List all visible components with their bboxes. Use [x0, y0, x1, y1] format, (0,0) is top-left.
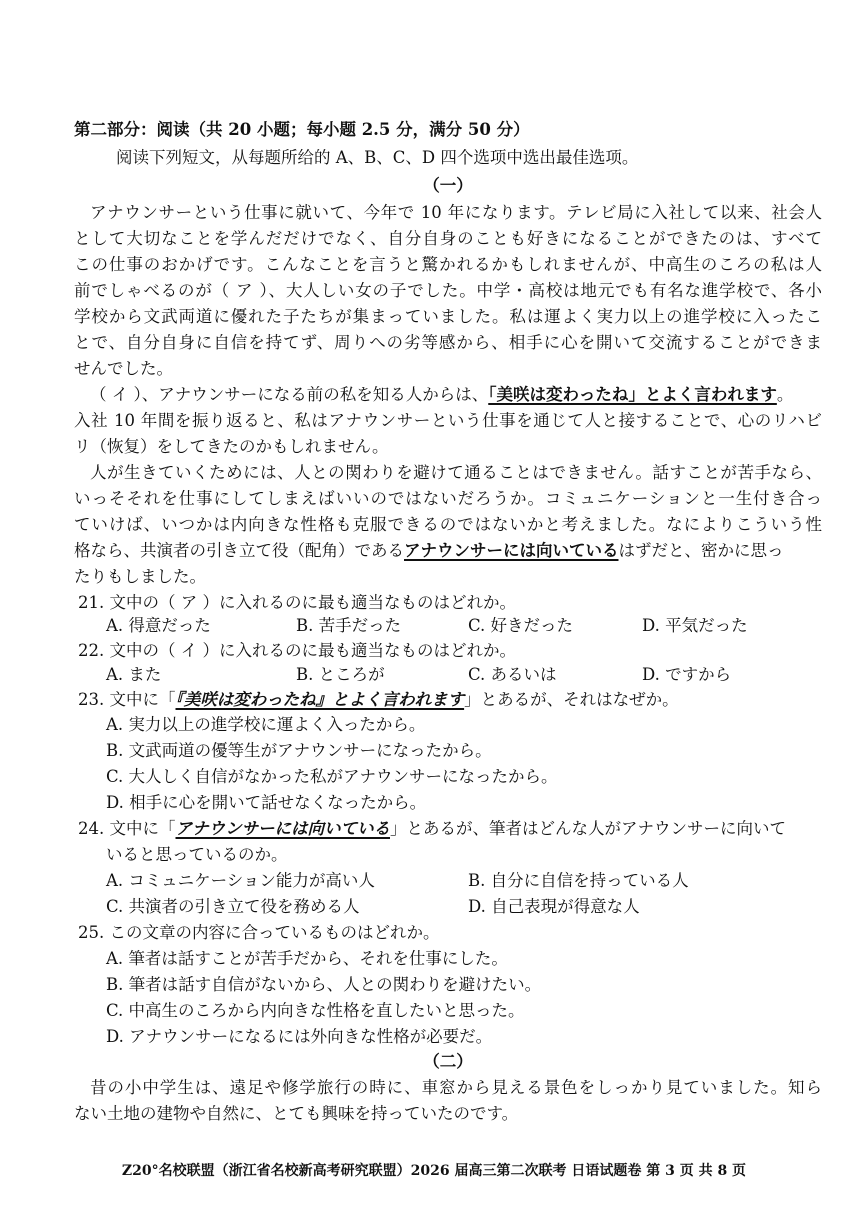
- passage1-p1-line: として大切なことを学んだだけでなく、自分自身のことも好きになることができたのは、すべて: [74, 229, 822, 248]
- q24-option-b: B. 自分に自信を持っている人: [468, 871, 689, 890]
- page-footer: Z20°名校联盟（浙江省名校新高考研究联盟）2026 届高三第二次联考 日语试题卷 第 3 页 共 8 页: [121, 1163, 747, 1179]
- q23-option-b: B. 文武両道の優等生がアナウンサーになったから。: [106, 741, 492, 760]
- section-instruction: 阅读下列短文，从每题所给的 A、B、C、D 四个选项中选出最佳选项。: [116, 148, 639, 167]
- p3-text-end: はずだと、密かに思っ: [618, 541, 784, 560]
- q24-phrase-underlined: アナウンサーには向いている: [175, 819, 390, 838]
- section-header: 第二部分：阅读（共 20 小题；每小题 2.5 分，满分 50 分）: [74, 120, 530, 139]
- q25-option-b: B. 筆者は話す自信がないから、人との関わりを避けたい。: [106, 975, 542, 994]
- p2-text: （ イ ）、アナウンサーになる前の私を知る人からは、: [90, 385, 489, 404]
- passage1-p1-line: 前でしゃべるのが（ ア ）、大人しい女の子でした。中学・高校は地元でも有名な進学校で、各小: [74, 281, 822, 300]
- q23-stem-post: 」とあるが、それはなぜか。: [464, 690, 679, 709]
- q22-option-c: C. あるいは: [468, 665, 557, 684]
- q24-option-a: A. コミュニケーション能力が高い人: [106, 871, 375, 890]
- question-21-stem: 21. 文中の（ ア ）に入れるのに最も適当なものはどれか。: [78, 593, 516, 612]
- question-25-stem: 25. この文章の内容に合っているものはどれか。: [78, 923, 440, 942]
- passage1-p2-line: リ（恢复）をしてきたのかもしれません。: [74, 437, 389, 456]
- passage1-p1-line: せんでした。: [74, 359, 173, 378]
- passage1-p1-line: アナウンサーという仕事に就いて、今年で 10 年になります。テレビ局に入社して以来、社会人: [90, 203, 822, 222]
- p2-text-end: 。: [776, 385, 794, 404]
- q21-option-d: D. 平気だった: [642, 616, 748, 635]
- q22-option-d: D. ですから: [642, 665, 732, 684]
- passage2-line: ない土地の建物や自然に、とても興味を持っていたのです。: [74, 1104, 519, 1123]
- q25-option-c: C. 中高生のころから内向きな性格を直したいと思った。: [106, 1001, 525, 1020]
- q23-option-c: C. 大人しく自信がなかった私がアナウンサーになったから。: [106, 767, 558, 786]
- q24-stem-line2: いると思っているのか。: [106, 845, 288, 864]
- q24-option-c: C. 共演者の引き立て役を務める人: [106, 897, 360, 916]
- q22-option-b: B. ところが: [296, 665, 385, 684]
- passage1-p3-line: たりもしました。: [74, 567, 206, 586]
- q21-option-c: C. 好きだった: [468, 616, 574, 635]
- p3-text: 格なら、共演者の引き立て役（配角）である: [74, 541, 404, 560]
- passage1-p3-line: いっそそれを仕事にしてしまえばいいのではないだろうか。コミュニケーションと一生付き合っ: [74, 489, 822, 508]
- passage1-p3-line: 人が生きていくためには、人との関わりを避けて通ることはできません。話すことが苦手なら、: [90, 463, 822, 482]
- question-22-stem: 22. 文中の（ イ ）に入れるのに最も適当なものはどれか。: [78, 641, 516, 660]
- q24-stem-pre: 24. 文中に「: [78, 819, 176, 838]
- quote-underlined: 「美咲は変わったね」とよく言われます: [488, 385, 777, 404]
- phrase-underlined: アナウンサーには向いている: [404, 541, 619, 560]
- q21-option-b: B. 苦手だった: [296, 616, 402, 635]
- question-24-stem: [78, 819, 826, 839]
- q23-quote-underlined: 『美咲は変わったね』とよく言われます: [175, 690, 465, 709]
- question-23-stem: [78, 690, 826, 710]
- passage2-line: 昔の小中学生は、遠足や修学旅行の時に、車窓から見える景色をしっかり見ていました。知ら: [90, 1078, 822, 1097]
- q25-option-d: D. アナウンサーになるには外向きな性格が必要だ。: [106, 1027, 493, 1046]
- passage2-label: （二）: [423, 1052, 473, 1071]
- passage1-p3-line: ていけば、いつかは内向きな性格も克服できるのではないかと考えました。なによりこういう性: [74, 515, 822, 534]
- q24-stem-post: 」とあるが、筆者はどんな人がアナウンサーに向いて: [390, 819, 786, 838]
- q21-option-a: A. 得意だった: [106, 616, 211, 635]
- passage1-p1-line: とで、自分自身に自信を持てず、周りへの劣等感から、相手に心を開いて交流することができま: [74, 333, 822, 352]
- passage1-p2-line1: [90, 385, 822, 405]
- passage1-p1-line: この仕事のおかげです。こんなことを言うと驚かれるかもしれませんが、中高生のころの私は人: [74, 255, 822, 274]
- q23-option-a: A. 実力以上の進学校に運よく入ったから。: [106, 715, 426, 734]
- q22-option-a: A. また: [106, 665, 162, 684]
- q25-option-a: A. 筆者は話すことが苦手だから、それを仕事にした。: [106, 949, 508, 968]
- passage1-label: （一）: [423, 176, 473, 195]
- passage1-p2-line: 入社 10 年間を振り返ると、私はアナウンサーという仕事を通じて人と接することで、心のリハビ: [74, 411, 822, 430]
- passage1-p3-line4: [74, 541, 822, 561]
- q23-option-d: D. 相手に心を開いて話せなくなったから。: [106, 793, 427, 812]
- passage1-p1-line: 学校から文武両道に優れた子たちが集まっていました。私は運よく実力以上の進学校に入ったこ: [74, 307, 822, 326]
- q23-stem-pre: 23. 文中に「: [78, 690, 176, 709]
- q24-option-d: D. 自己表現が得意な人: [468, 897, 640, 916]
